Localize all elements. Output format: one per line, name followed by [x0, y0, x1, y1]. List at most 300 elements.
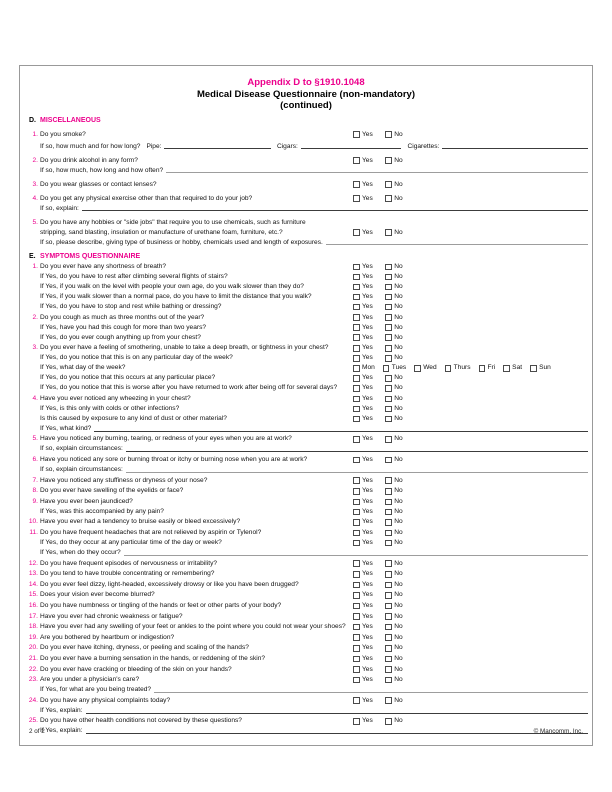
checkbox-label: No — [394, 633, 403, 641]
checkbox-yes[interactable] — [353, 499, 360, 506]
checkbox-no[interactable] — [385, 645, 392, 652]
question-row — [28, 622, 588, 632]
section-symptoms-questionnaire — [28, 251, 588, 737]
checkbox-label: Sun — [539, 364, 551, 372]
question-text: Do you have frequent episodes of nervousness or irritability? — [40, 559, 218, 567]
checkbox-no[interactable] — [385, 488, 392, 495]
yes-no-options — [353, 272, 403, 282]
checkbox-option — [353, 156, 373, 166]
checkbox-yes[interactable] — [353, 530, 360, 537]
checkbox-day-fri[interactable] — [479, 365, 486, 372]
checkbox-label: No — [394, 194, 403, 202]
subquestion-row — [28, 706, 588, 716]
checkbox-no[interactable] — [385, 416, 392, 423]
checkbox-option — [385, 156, 402, 166]
question-row — [28, 675, 588, 685]
question-row — [28, 476, 588, 486]
question-row — [28, 633, 588, 643]
checkbox-option — [353, 353, 373, 363]
checkbox-option — [385, 622, 402, 632]
checkbox-option — [353, 394, 373, 404]
checkbox-option — [353, 272, 373, 282]
checkbox-no[interactable] — [385, 324, 392, 331]
checkbox-yes[interactable] — [353, 624, 360, 631]
question-number: 15. — [28, 591, 38, 599]
appendix-title: Appendix D to §1910.1048 — [247, 77, 365, 88]
checkbox-no[interactable] — [385, 530, 392, 537]
checkbox-option — [353, 302, 373, 312]
fill-in-line[interactable] — [166, 166, 588, 174]
question-text: Is this caused by exposure to any kind of dust or other material? — [40, 414, 227, 422]
checkbox-yes[interactable] — [353, 345, 360, 352]
field-label: Cigars: — [276, 142, 298, 150]
yes-no-options — [353, 559, 403, 569]
checkbox-option — [385, 528, 402, 538]
checkbox-no[interactable] — [385, 697, 392, 704]
question-number: 3. — [32, 344, 38, 352]
checkbox-yes[interactable] — [353, 304, 360, 311]
checkbox-yes[interactable] — [353, 274, 360, 281]
subquestion-row — [28, 507, 588, 517]
question-text: Do you ever have any shortness of breath? — [40, 263, 167, 271]
checkbox-option — [385, 323, 402, 333]
checkbox-day-mon[interactable] — [353, 365, 360, 372]
checkbox-no[interactable] — [385, 181, 392, 188]
checkbox-no[interactable] — [385, 334, 392, 341]
checkbox-option — [353, 343, 373, 353]
question-row — [28, 486, 588, 496]
checkbox-yes[interactable] — [353, 385, 360, 392]
checkbox-no[interactable] — [385, 436, 392, 443]
question-row — [28, 517, 588, 527]
yes-no-options — [353, 156, 403, 166]
question-row — [28, 180, 588, 190]
checkbox-yes[interactable] — [353, 284, 360, 291]
checkbox-no[interactable] — [385, 284, 392, 291]
checkbox-yes[interactable] — [353, 656, 360, 663]
checkbox-label: No — [394, 303, 403, 311]
question-number: 20. — [28, 644, 38, 652]
checkbox-option — [385, 228, 402, 238]
checkbox-yes[interactable] — [353, 416, 360, 423]
checkbox-yes[interactable] — [353, 718, 360, 725]
checkbox-yes[interactable] — [353, 666, 360, 673]
yes-no-options — [353, 622, 403, 632]
yes-no-options — [353, 486, 403, 496]
yes-no-options — [353, 130, 403, 140]
checkbox-yes[interactable] — [353, 157, 360, 164]
checkbox-yes[interactable] — [353, 457, 360, 464]
checkbox-option — [385, 665, 402, 675]
yes-no-options — [353, 590, 403, 600]
checkbox-no[interactable] — [385, 718, 392, 725]
question-text: If Yes, for what are you being treated? — [40, 686, 152, 694]
checkbox-yes[interactable] — [353, 229, 360, 236]
question-text: Have you ever had a tendency to bruise easily or bleed excessively? — [40, 518, 241, 526]
question-text: Do you have frequent headaches that are not relieved by aspirin or Tylenol? — [40, 529, 262, 537]
checkbox-option — [353, 228, 373, 238]
checkbox-option — [385, 383, 402, 393]
checkbox-option — [383, 363, 406, 373]
question-text: stripping, sand blasting, insulation or manufacture of urethane foam, furniture, etc.? — [40, 228, 283, 236]
checkbox-no[interactable] — [385, 345, 392, 352]
yes-no-options — [353, 612, 403, 622]
checkbox-yes[interactable] — [353, 509, 360, 516]
question-number: 3. — [32, 180, 38, 188]
fill-in-line[interactable] — [154, 685, 588, 693]
question-text: Do you have any hobbies or "side jobs" that require you to use chemicals, such as furniture — [40, 218, 306, 226]
question-text: If Yes, explain: — [40, 706, 83, 714]
checkbox-label: No — [394, 665, 403, 673]
checkbox-no[interactable] — [385, 499, 392, 506]
checkbox-label: Wed — [423, 364, 437, 372]
question-text: Do you ever have cracking or bleeding of the skin on your hands? — [40, 665, 232, 673]
fill-in-line[interactable] — [124, 548, 588, 556]
checkbox-yes[interactable] — [353, 519, 360, 526]
fill-in-line[interactable] — [82, 204, 588, 212]
checkbox-label: Yes — [361, 539, 373, 547]
checkbox-option — [385, 313, 402, 323]
checkbox-no[interactable] — [385, 540, 392, 547]
yes-no-options — [353, 394, 403, 404]
checkbox-label: Yes — [361, 333, 373, 341]
checkbox-no[interactable] — [385, 385, 392, 392]
subquestion-row — [28, 363, 588, 373]
checkbox-no[interactable] — [385, 264, 392, 271]
question-text: If Yes, do you notice that this occurs at any particular place? — [40, 374, 216, 382]
checkbox-option — [385, 507, 402, 517]
checkbox-no[interactable] — [385, 457, 392, 464]
checkbox-no[interactable] — [385, 624, 392, 631]
subquestion-row — [28, 465, 588, 475]
checkbox-yes[interactable] — [353, 613, 360, 620]
question-text: Do you tend to have trouble concentrating or remembering? — [40, 570, 215, 578]
fill-in-line[interactable] — [326, 238, 588, 246]
checkbox-label: No — [394, 374, 403, 382]
checkbox-yes[interactable] — [353, 540, 360, 547]
checkbox-option — [353, 130, 373, 140]
yes-no-options — [353, 353, 403, 363]
question-row — [28, 643, 588, 653]
day-of-week-options — [353, 363, 551, 373]
checkbox-label: No — [394, 539, 403, 547]
checkbox-yes[interactable] — [353, 375, 360, 382]
checkbox-label: Yes — [361, 263, 373, 271]
checkbox-no[interactable] — [385, 592, 392, 599]
subquestion-row — [28, 272, 588, 282]
checkbox-option — [353, 363, 375, 373]
checkbox-option — [353, 476, 373, 486]
checkbox-option — [353, 633, 373, 643]
checkbox-yes[interactable] — [353, 334, 360, 341]
checkbox-label: Yes — [361, 374, 373, 382]
question-text: If Yes, do you ever cough anything up from your chest? — [40, 333, 201, 341]
yes-no-options — [353, 455, 403, 465]
checkbox-label: Yes — [361, 354, 373, 362]
checkbox-option — [353, 665, 373, 675]
checkbox-yes[interactable] — [353, 181, 360, 188]
question-row — [28, 528, 588, 538]
checkbox-no[interactable] — [385, 571, 392, 578]
checkbox-day-wed[interactable] — [414, 365, 421, 372]
question-number: 5. — [32, 218, 38, 226]
question-text: Do you cough as much as three months out of the year? — [40, 313, 205, 321]
checkbox-yes[interactable] — [353, 477, 360, 484]
checkbox-option — [353, 569, 373, 579]
checkbox-yes[interactable] — [353, 314, 360, 321]
checkbox-label: No — [394, 612, 403, 620]
subquestion-row — [28, 685, 588, 695]
question-text: Have you ever been jaundiced? — [40, 497, 133, 505]
checkbox-label: Yes — [361, 384, 373, 392]
checkbox-label: Yes — [361, 456, 373, 464]
checkbox-no[interactable] — [385, 229, 392, 236]
checkbox-yes[interactable] — [353, 131, 360, 138]
checkbox-yes[interactable] — [353, 677, 360, 684]
yes-no-options — [353, 528, 403, 538]
checkbox-no[interactable] — [385, 677, 392, 684]
checkbox-no[interactable] — [385, 195, 392, 202]
question-number: 23. — [28, 676, 38, 684]
checkbox-label: No — [394, 717, 403, 725]
checkbox-option — [385, 194, 402, 204]
question-number: 12. — [28, 559, 38, 567]
checkbox-yes[interactable] — [353, 560, 360, 567]
question-number: 22. — [28, 665, 38, 673]
question-text: Does your vision ever become blurred? — [40, 591, 155, 599]
question-text: Do you have numbness or tingling of the hands or feet or other parts of your body? — [40, 602, 282, 609]
question-row — [28, 194, 588, 204]
checkbox-label: No — [394, 180, 403, 188]
checkbox-label: Yes — [361, 194, 373, 202]
checkbox-option — [385, 130, 402, 140]
checkbox-no[interactable] — [385, 294, 392, 301]
checkbox-no[interactable] — [385, 666, 392, 673]
checkbox-day-tues[interactable] — [383, 365, 390, 372]
question-text: If Yes, do you have to stop and rest while bathing or dressing? — [40, 303, 222, 311]
checkbox-label: Yes — [361, 273, 373, 281]
checkbox-yes[interactable] — [353, 634, 360, 641]
field-label: Pipe: — [146, 142, 162, 150]
question-row — [28, 716, 588, 726]
question-number: 2. — [32, 156, 38, 164]
fill-in-line[interactable] — [301, 142, 402, 150]
checkbox-label: No — [394, 344, 403, 352]
question-text: If so, explain circumstances: — [40, 466, 123, 474]
question-row — [28, 434, 588, 444]
question-text: Have you noticed any burning, tearing, or redness of your eyes when you are at work? — [40, 435, 292, 443]
checkbox-option — [353, 507, 373, 517]
question-row — [28, 218, 588, 228]
question-number: 19. — [28, 633, 38, 641]
checkbox-label: No — [394, 591, 403, 599]
question-text: Do you drink alcohol in any form? — [40, 156, 138, 164]
checkbox-yes[interactable] — [353, 396, 360, 403]
checkbox-yes[interactable] — [353, 488, 360, 495]
checkbox-option — [445, 363, 471, 373]
question-text: Do you ever have itching, dryness, or peeling and scaling of the hands? — [40, 644, 249, 652]
field-label: Cigarettes: — [407, 142, 440, 150]
question-text: If Yes, do you notice that this is on any particular day of the week? — [40, 354, 233, 362]
checkbox-option — [385, 353, 402, 363]
checkbox-yes[interactable] — [353, 645, 360, 652]
checkbox-no[interactable] — [385, 656, 392, 663]
checkbox-no[interactable] — [385, 613, 392, 620]
checkbox-no[interactable] — [385, 274, 392, 281]
checkbox-yes[interactable] — [353, 264, 360, 271]
checkbox-option — [385, 612, 402, 622]
yes-no-options — [353, 282, 403, 292]
checkbox-yes[interactable] — [353, 436, 360, 443]
question-number: 9. — [32, 497, 38, 505]
checkbox-label: Yes — [361, 394, 373, 402]
checkbox-yes[interactable] — [353, 355, 360, 362]
question-number: 8. — [32, 487, 38, 495]
labeled-fill-in-field — [407, 142, 588, 152]
yes-no-options — [353, 476, 403, 486]
checkbox-label: Yes — [361, 414, 373, 422]
fill-in-line[interactable] — [442, 142, 588, 150]
question-number: 1. — [32, 263, 38, 271]
checkbox-yes[interactable] — [353, 697, 360, 704]
checkbox-label: Yes — [361, 323, 373, 331]
checkbox-option — [385, 590, 402, 600]
fill-in-line[interactable] — [94, 424, 588, 432]
form-subtitle-continued: (continued) — [280, 100, 332, 111]
checkbox-yes[interactable] — [353, 582, 360, 589]
subquestion-row — [28, 414, 588, 424]
checkbox-option — [385, 559, 402, 569]
checkbox-label: Yes — [361, 283, 373, 291]
checkbox-no[interactable] — [385, 157, 392, 164]
question-text: Do you smoke? — [40, 130, 86, 138]
subquestion-row — [28, 383, 588, 393]
question-text: Do you ever have a burning sensation in the hands, or reddening of the skin? — [40, 654, 266, 662]
checkbox-no[interactable] — [385, 519, 392, 526]
checkbox-label: No — [394, 676, 403, 684]
checkbox-no[interactable] — [385, 634, 392, 641]
question-text: If Yes, was this accompanied by any pain? — [40, 507, 164, 515]
checkbox-yes[interactable] — [353, 603, 360, 610]
checkbox-label: No — [394, 529, 403, 537]
subquestion-row — [28, 353, 588, 363]
checkbox-no[interactable] — [385, 509, 392, 516]
question-text: If Yes, have you had this cough for more than two years? — [40, 323, 207, 331]
checkbox-option — [385, 292, 402, 302]
yes-no-options — [353, 675, 403, 685]
question-number: 6. — [32, 456, 38, 464]
checkbox-no[interactable] — [385, 396, 392, 403]
checkbox-label: Yes — [361, 559, 373, 567]
checkbox-label: Yes — [361, 435, 373, 443]
checkbox-no[interactable] — [385, 131, 392, 138]
checkbox-option — [353, 696, 373, 706]
checkbox-option — [353, 323, 373, 333]
checkbox-no[interactable] — [385, 603, 392, 610]
question-text: If Yes, do you notice that this is worse after you have returned to work after being off for several days? — [40, 384, 338, 392]
checkbox-yes[interactable] — [353, 195, 360, 202]
question-row — [28, 559, 588, 569]
yes-no-options — [353, 333, 403, 343]
checkbox-yes[interactable] — [353, 571, 360, 578]
checkbox-no[interactable] — [385, 375, 392, 382]
checkbox-option — [385, 486, 402, 496]
checkbox-no[interactable] — [385, 406, 392, 413]
question-row — [28, 612, 588, 622]
checkbox-label: Yes — [361, 570, 373, 578]
subquestion-row — [28, 292, 588, 302]
yes-no-options — [353, 580, 403, 590]
question-number: 18. — [28, 623, 38, 631]
checkbox-option — [385, 580, 402, 590]
checkbox-no[interactable] — [385, 314, 392, 321]
checkbox-yes[interactable] — [353, 406, 360, 413]
section-header — [28, 115, 588, 126]
question-row — [28, 394, 588, 404]
checkbox-yes[interactable] — [353, 324, 360, 331]
yes-no-options — [353, 517, 403, 527]
yes-no-options — [353, 665, 403, 675]
subquestion-row — [28, 373, 588, 383]
question-text: Have you ever had any swelling of your feet or ankles to the point where you could not wear your shoes? — [40, 623, 346, 631]
question-text: Do you get any physical exercise other than that required to do your job? — [40, 194, 253, 202]
question-text: Have you ever noticed any wheezing in your chest? — [40, 394, 191, 402]
question-number: 17. — [28, 612, 38, 620]
checkbox-label: Yes — [361, 591, 373, 599]
checkbox-label: Yes — [361, 717, 373, 725]
fill-in-line[interactable] — [126, 465, 588, 473]
yes-no-options — [353, 434, 403, 444]
checkbox-yes[interactable] — [353, 294, 360, 301]
fill-in-line[interactable] — [86, 706, 588, 714]
form-border — [19, 65, 593, 746]
checkbox-day-sun[interactable] — [530, 365, 537, 372]
checkbox-option — [353, 675, 373, 685]
checkbox-label: Mon — [361, 364, 375, 372]
checkbox-option — [353, 517, 373, 527]
question-text: Are you under a physician's care? — [40, 676, 140, 684]
checkbox-no[interactable] — [385, 304, 392, 311]
fill-in-line[interactable] — [164, 142, 270, 150]
yes-no-options — [353, 302, 403, 312]
checkbox-option — [353, 716, 373, 726]
checkbox-no[interactable] — [385, 560, 392, 567]
checkbox-no[interactable] — [385, 355, 392, 362]
question-row — [28, 696, 588, 706]
section-header — [28, 251, 588, 262]
fill-in-line[interactable] — [126, 444, 588, 452]
checkbox-no[interactable] — [385, 477, 392, 484]
checkbox-day-sat[interactable] — [503, 365, 510, 372]
question-text: If Yes, if you walk slower than a normal pace, do you have to limit the distance that you walk? — [40, 293, 312, 301]
checkbox-label: No — [394, 487, 403, 495]
question-number: 5. — [32, 435, 38, 443]
checkbox-option — [353, 643, 373, 653]
checkbox-day-thurs[interactable] — [445, 365, 452, 372]
question-row — [28, 569, 588, 579]
checkbox-label: Yes — [361, 665, 373, 673]
checkbox-label: No — [394, 130, 403, 138]
checkbox-option — [353, 622, 373, 632]
subquestion-row — [28, 228, 588, 238]
checkbox-option — [385, 696, 402, 706]
checkbox-no[interactable] — [385, 582, 392, 589]
yes-no-options — [353, 404, 403, 414]
checkbox-option — [479, 363, 496, 373]
checkbox-label: Yes — [361, 313, 373, 321]
subquestion-row — [28, 204, 588, 214]
checkbox-yes[interactable] — [353, 592, 360, 599]
